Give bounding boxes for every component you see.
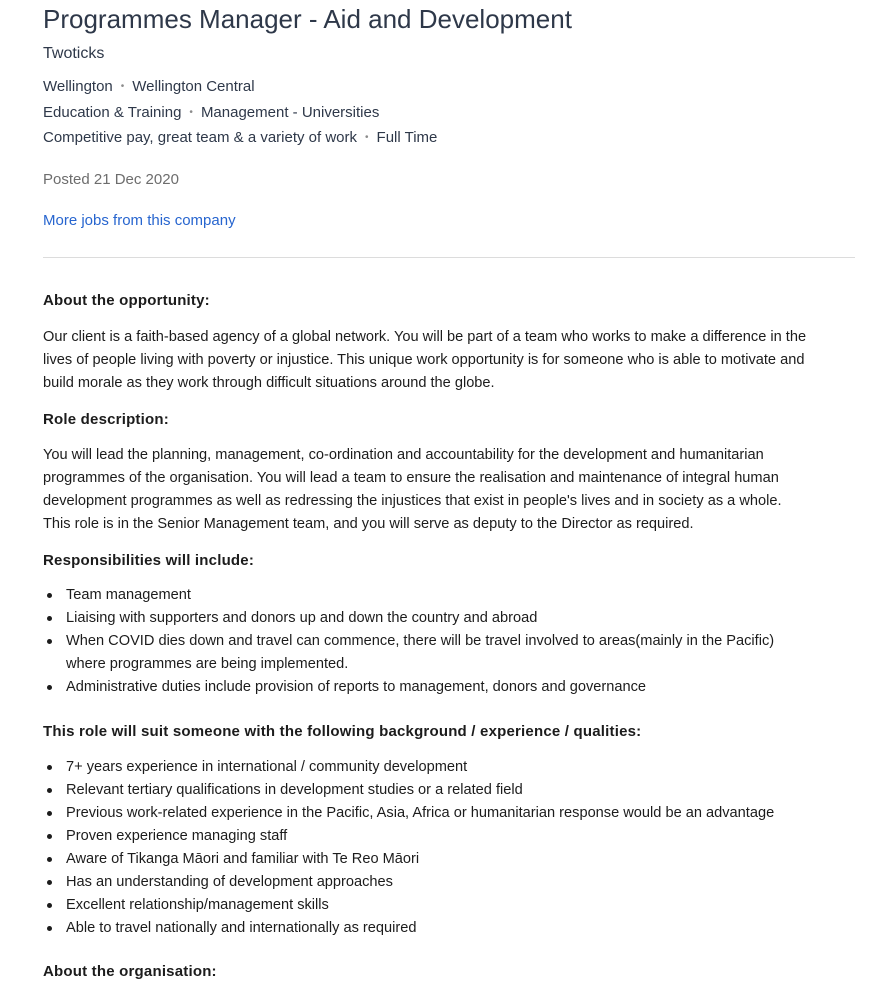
separator-dot: • — [189, 107, 193, 118]
role-text — [43, 444, 855, 536]
text-line: programmes of the organisation. You will lead a team to ensure the realisation and maintenance of integral human — [43, 470, 779, 486]
separator-dot: • — [120, 81, 125, 92]
bullet-icon — [47, 811, 52, 816]
area: Wellington Central — [132, 78, 255, 95]
list-item: Previous work-related experience in the Pacific, Asia, Africa or humanitarian response would be an advantage — [43, 802, 855, 825]
bullet-icon — [47, 639, 52, 644]
list-item: Team management — [43, 584, 855, 607]
list-item: Has an understanding of development approaches — [43, 871, 855, 894]
list-item: Aware of Tikanga Māori and familiar with Te Reo Māori — [43, 848, 855, 871]
bullet-icon — [47, 616, 52, 621]
text-line: Our client is a faith-based agency of a global network. You will be part of a team who works to make a difference in the — [43, 329, 807, 345]
work-type: Full Time — [376, 129, 438, 146]
company-name: Twoticks — [43, 45, 105, 62]
opportunity-heading: About the opportunity: — [43, 292, 210, 309]
background-list — [43, 756, 855, 940]
opportunity-text — [43, 326, 855, 395]
text-line: This role is in the Senior Management team, and you will serve as deputy to the Director as required. — [43, 516, 694, 532]
location-row — [43, 78, 255, 95]
bullet-icon — [47, 765, 52, 770]
organisation-heading: About the organisation: — [43, 963, 217, 980]
location: Wellington — [43, 78, 113, 95]
more-jobs-link[interactable]: More jobs from this company — [43, 212, 236, 229]
list-item: Excellent relationship/management skills — [43, 894, 855, 917]
bullet-icon — [47, 903, 52, 908]
text-line: lives of people living with poverty or injustice. This unique work opportunity is for someone who is able to motivate and — [43, 352, 805, 368]
job-summary: Competitive pay, great team & a variety of work — [43, 129, 358, 146]
bullet-icon — [47, 857, 52, 862]
summary-row — [43, 129, 437, 146]
bullet-icon — [47, 834, 52, 839]
bullet-icon — [47, 788, 52, 793]
bullet-icon — [47, 926, 52, 931]
classification: Education & Training — [43, 104, 182, 121]
bullet-icon — [47, 685, 52, 690]
separator-dot: • — [365, 132, 369, 143]
list-item: Proven experience managing staff — [43, 825, 855, 848]
background-heading: This role will suit someone with the following background / experience / qualities: — [43, 723, 642, 740]
responsibilities-list — [43, 584, 855, 699]
list-item: Able to travel nationally and internationally as required — [43, 917, 855, 940]
posted-date: Posted 21 Dec 2020 — [43, 171, 179, 188]
list-item: Liaising with supporters and donors up and down the country and abroad — [43, 607, 855, 630]
text-line: development programmes as well as redressing the injustices that exist in people's lives and in society as a whole. — [43, 493, 782, 509]
text-line: You will lead the planning, management, co-ordination and accountability for the development and humanitarian — [43, 447, 764, 463]
divider — [43, 257, 855, 258]
bullet-icon — [47, 880, 52, 885]
classification-row — [43, 104, 379, 121]
responsibilities-heading: Responsibilities will include: — [43, 552, 255, 569]
role-heading: Role description: — [43, 411, 169, 428]
subclassification: Management - Universities — [200, 104, 380, 121]
text-line: build morale as they work through difficult situations around the globe. — [43, 375, 495, 391]
job-title: Programmes Manager - Aid and Development — [43, 4, 572, 34]
list-item: Administrative duties include provision of reports to management, donors and governance — [43, 676, 855, 699]
list-item: 7+ years experience in international / community development — [43, 756, 855, 779]
list-item: When COVID dies down and travel can commence, there will be travel involved to areas(mainly in the Pacific) where programmes are being implemented. — [43, 630, 855, 676]
list-item: Relevant tertiary qualifications in development studies or a related field — [43, 779, 855, 802]
bullet-icon — [47, 593, 52, 598]
